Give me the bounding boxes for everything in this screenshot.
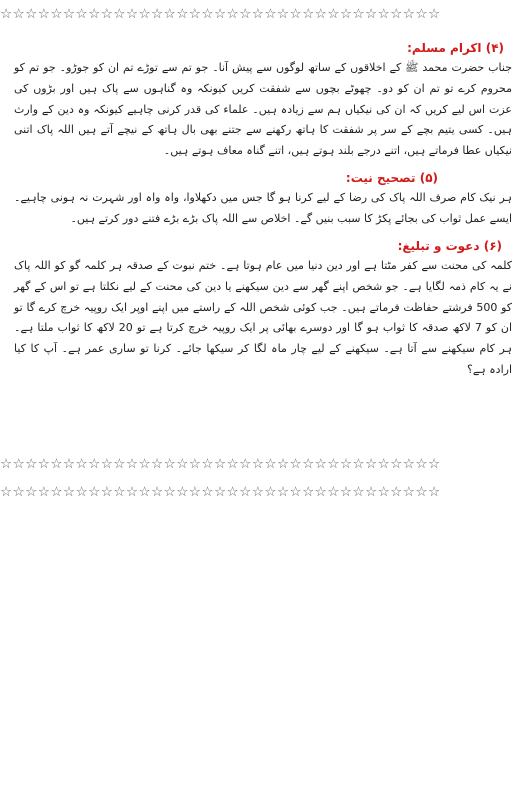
section-body-dawat-tableegh: کلمہ کی محنت سے کفر مٹتا ہے اور دین دنیا میں عام ہوتا ہے۔ ختم نبوت کے صدقہ ہر کلمہ گو کو اللہ پاک نے یہ کام ذمہ لگایا ہے۔ جو شخص اپنے گھر سے دین سیکھنے یا دین کی محنت کے لیے نکلتا ہے تو اس کے گھر کو 500 فرشتے حفاظت فرماتے ہیں۔ جب کوئی شخص اللہ کے راستے میں اپنے اوپر ایک روپیہ خرچ کرے گا تو ان کو 7 لاکھ صدقہ کا ثواب ہو گا اور دوسرے بھائی پر ایک روپیہ خرچ کرتا ہے تو 20 لاکھ کا ثواب ملتا ہے۔ ہر کام سیکھنے سے آتا ہے۔ سیکھنے کے لیے چار ماہ لگا کر سیکھا جائے۔ کرنا تو ساری عمر ہے۔ آپ کا کیا ارادہ ہے؟ [14,259,512,376]
section-heading-ikram-muslim: (۴) اکرام مسلم: [407,41,504,55]
section-body-tasheeh-niyyat: ہر نیک کام صرف اللہ پاک کی رضا کے لیے کرنا ہو گا جس میں دکھلاوا، واہ واہ اور شہرت نہ ہونی چاہیے۔ ایسے عمل ثواب کی بجائے پکڑ کا سبب بنیں گے۔ اخلاص سے اللہ پاک بڑے بڑے فتنے دور کرتے ہیں۔ [14,191,512,225]
star-border-divider-1: ☆☆☆☆☆☆☆☆☆☆☆☆☆☆☆☆☆☆☆☆☆☆☆☆☆☆☆☆☆☆☆☆☆☆☆ [0,456,441,472]
section-body-ikram-muslim: جناب حضرت محمد ﷺ کے اخلاقوں کے ساتھ لوگوں سے پیش آنا۔ جو تم سے توڑے تم ان کو جوڑو۔ جو تم کو محروم کرے تو تم ان کو دو۔ چھوٹے بچوں سے شفقت کریں کیونکہ وہ گناہوں سے پاک ہیں اور بڑوں کی عزت اس لیے کریں کہ ان کی نیکیاں ہم سے زیادہ ہیں۔ علماء کی قدر کرنی چاہیے کیونکہ وہ دین کے وارث ہیں۔ کسی یتیم بچے کے سر پر شفقت کا ہاتھ رکھنے سے جتنے بھی بال ہاتھ کے نیچے آتے ہیں اللہ پاک اتنی نیکیاں عطا فرماتے ہیں، اتنے درجے بلند ہوتے ہیں، اتنے گناہ معاف ہوتے ہیں۔ [14,61,512,158]
section-heading-dawat-tableegh: (۶) دعوت و تبلیغ: [397,239,502,253]
section-heading-tasheeh-niyyat: (۵) تصحیح نیت: [345,171,438,185]
page-content [14,38,512,387]
star-border-divider-2: ☆☆☆☆☆☆☆☆☆☆☆☆☆☆☆☆☆☆☆☆☆☆☆☆☆☆☆☆☆☆☆☆☆☆☆ [0,484,441,500]
star-border-top: ☆☆☆☆☆☆☆☆☆☆☆☆☆☆☆☆☆☆☆☆☆☆☆☆☆☆☆☆☆☆☆☆☆☆☆ [0,6,441,22]
